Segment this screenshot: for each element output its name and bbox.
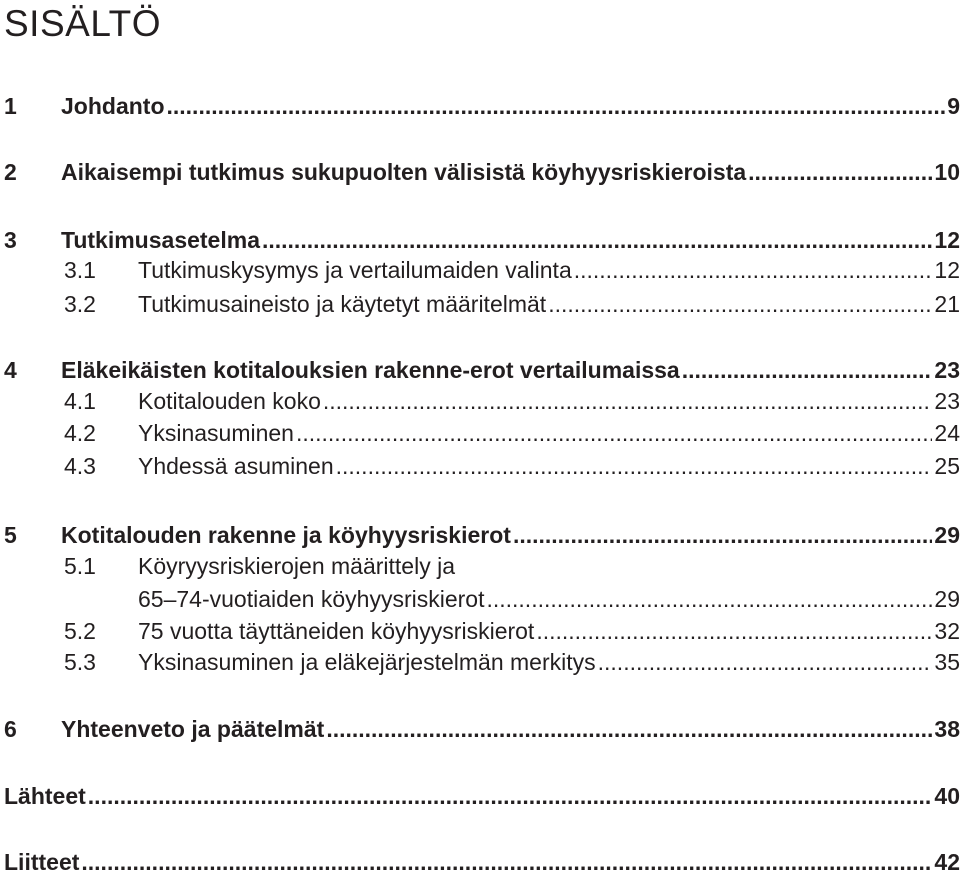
toc-entry-title: Yhteenveto ja päätelmät bbox=[61, 716, 325, 742]
dot-leader bbox=[548, 289, 932, 319]
toc-entry-number: 4 bbox=[4, 357, 17, 383]
toc-entry-number: 2 bbox=[4, 159, 17, 185]
toc-entry-title: 75 vuotta täyttäneiden köyhyysriskierot bbox=[138, 618, 535, 644]
toc-entry-page: 23 bbox=[934, 388, 960, 414]
toc-entry-page: 23 bbox=[934, 357, 960, 383]
toc-entry-3-1[interactable] bbox=[64, 255, 960, 285]
dot-leader bbox=[513, 520, 932, 550]
toc-entry-number: 4.2 bbox=[64, 420, 96, 446]
toc-entry-4-2[interactable] bbox=[64, 418, 960, 448]
toc-entry-page: 38 bbox=[934, 716, 960, 742]
toc-entry-1[interactable] bbox=[4, 91, 960, 121]
toc-entry-number: 5 bbox=[4, 522, 17, 548]
dot-leader bbox=[574, 255, 933, 285]
toc-entry-number: 3.2 bbox=[64, 291, 96, 317]
toc-entry-5[interactable] bbox=[4, 520, 960, 550]
toc-entry-title: Johdanto bbox=[61, 93, 165, 119]
toc-entry-page: 10 bbox=[934, 159, 960, 185]
toc-entry-4-3[interactable] bbox=[64, 451, 960, 481]
toc-entry-number: 1 bbox=[4, 93, 17, 119]
dot-leader bbox=[486, 584, 932, 614]
toc-entry-title: Tutkimuskysymys ja vertailumaiden valinta bbox=[138, 257, 572, 283]
dot-leader bbox=[682, 355, 933, 385]
toc-entry-title: Kotitalouden koko bbox=[138, 388, 321, 414]
toc-entry-title: Kotitalouden rakenne ja köyhyysriskierot bbox=[61, 522, 511, 548]
toc-entry-title: Tutkimusasetelma bbox=[61, 227, 260, 253]
toc-entry-page: 25 bbox=[934, 453, 960, 479]
toc-entry-number: 6 bbox=[4, 716, 17, 742]
toc-entry-5-1[interactable] bbox=[64, 551, 960, 581]
toc-entry-number: 3.1 bbox=[64, 257, 96, 283]
toc-entry-page: 29 bbox=[934, 586, 960, 612]
toc-entry-title: Eläkeikäisten kotitalouksien rakenne-erot vertailumaissa bbox=[61, 357, 680, 383]
toc-entry-page: 9 bbox=[947, 93, 960, 119]
toc-entry-page: 21 bbox=[934, 291, 960, 317]
toc-entry-4[interactable] bbox=[4, 355, 960, 385]
toc-entry-page: 42 bbox=[934, 849, 960, 875]
toc-entry-page: 12 bbox=[934, 257, 960, 283]
dot-leader bbox=[536, 616, 932, 646]
toc-entry-page: 29 bbox=[934, 522, 960, 548]
toc-entry-lahteet[interactable] bbox=[4, 781, 960, 811]
toc-entry-number: 5.1 bbox=[64, 553, 96, 579]
toc-entry-page: 12 bbox=[934, 227, 960, 253]
toc-entry-number: 4.1 bbox=[64, 388, 96, 414]
toc-entry-page: 32 bbox=[934, 618, 960, 644]
toc-entry-number: 3 bbox=[4, 227, 17, 253]
dot-leader bbox=[326, 714, 932, 744]
toc-entry-number: 4.3 bbox=[64, 453, 96, 479]
toc-entry-5-2[interactable] bbox=[64, 616, 960, 646]
toc-entry-2[interactable] bbox=[4, 157, 960, 187]
dot-leader bbox=[88, 781, 933, 811]
dot-leader bbox=[323, 386, 933, 416]
toc-entry-6[interactable] bbox=[4, 714, 960, 744]
toc-entry-title: Köyryysriskierojen määrittely ja bbox=[138, 553, 455, 579]
dot-leader bbox=[296, 418, 932, 448]
page-title: SISÄLTÖ bbox=[4, 3, 162, 44]
dot-leader bbox=[81, 847, 932, 877]
toc-entry-page: 24 bbox=[934, 420, 960, 446]
toc-entry-title: Yksinasuminen bbox=[138, 420, 294, 446]
toc-entry-page: 35 bbox=[934, 649, 960, 675]
toc-entry-5-3[interactable] bbox=[64, 647, 960, 677]
toc-entry-title: 65–74-vuotiaiden köyhyysriskierot bbox=[138, 586, 485, 612]
dot-leader bbox=[336, 451, 933, 481]
toc-entry-title: Lähteet bbox=[4, 783, 86, 809]
toc-entry-4-1[interactable] bbox=[64, 386, 960, 416]
dot-leader bbox=[598, 647, 933, 677]
toc-entry-number: 5.3 bbox=[64, 649, 96, 675]
toc-entry-title: Yksinasuminen ja eläkejärjestelmän merkitys bbox=[138, 649, 596, 675]
toc-entry-liitteet[interactable] bbox=[4, 847, 960, 877]
toc-entry-number: 5.2 bbox=[64, 618, 96, 644]
toc-entry-title: Yhdessä asuminen bbox=[138, 453, 334, 479]
toc-entry-3[interactable] bbox=[4, 225, 960, 255]
toc-entry-page: 40 bbox=[934, 783, 960, 809]
dot-leader bbox=[262, 225, 932, 255]
dot-leader bbox=[748, 157, 932, 187]
toc-entry-title: Liitteet bbox=[4, 849, 80, 875]
toc-entry-title: Tutkimusaineisto ja käytetyt määritelmät bbox=[138, 291, 547, 317]
toc-entry-title: Aikaisempi tutkimus sukupuolten välisistä köyhyysriskieroista bbox=[61, 159, 747, 185]
toc-entry-3-2[interactable] bbox=[64, 289, 960, 319]
dot-leader bbox=[167, 91, 946, 121]
toc-entry-5-1-cont[interactable] bbox=[64, 584, 960, 614]
